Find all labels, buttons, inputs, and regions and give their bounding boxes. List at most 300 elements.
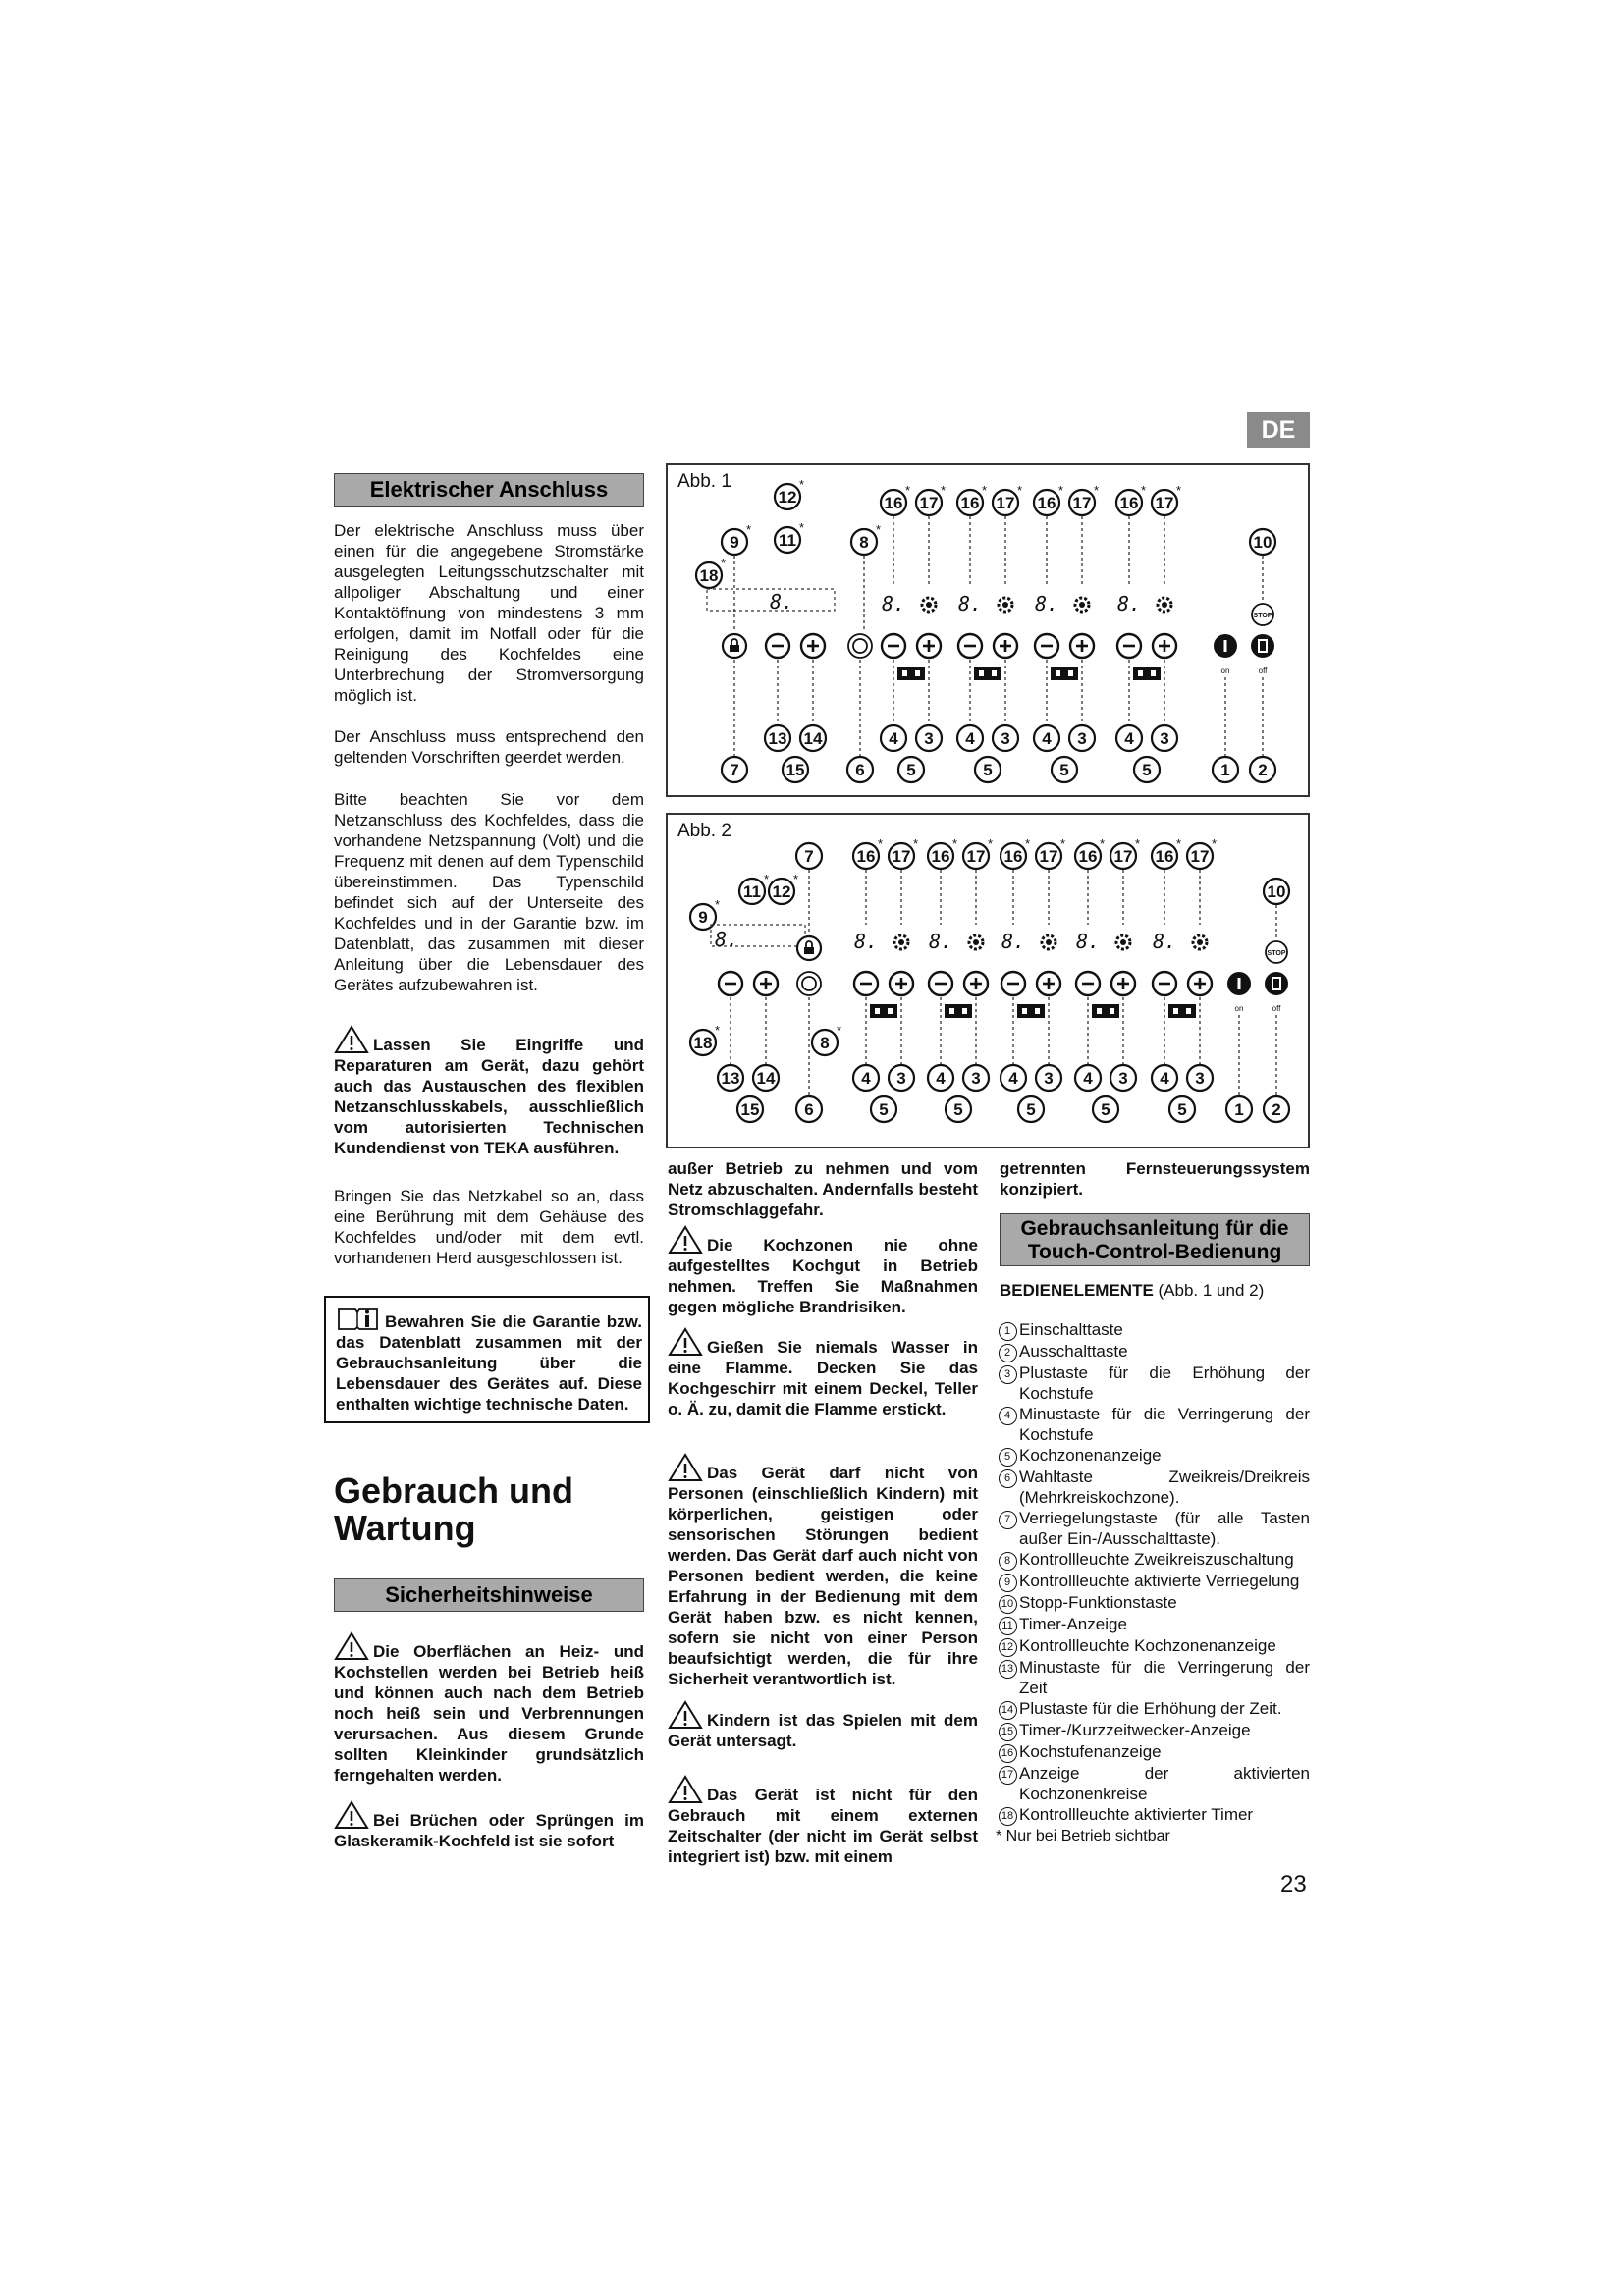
zone-dot (1110, 1008, 1114, 1014)
asterisk-mark: * (1141, 483, 1147, 498)
legend-item (996, 1804, 1310, 1826)
asterisk-mark: * (1025, 836, 1031, 851)
callout-label: 3 (1044, 1069, 1054, 1088)
asterisk-mark: * (913, 836, 919, 851)
callout-number (1169, 1096, 1195, 1122)
warning-text: Die Oberflächen an Heiz- und Kochstellen werden bei Betrieb heiß und können auch nach dem Betrieb noch heiß sein und Verbrennungen verursachen. Aus diesem Grunde sollten Kleinkinder grundsätzlich ferngehalten werden. (334, 1642, 644, 1785)
callout-number (690, 1023, 720, 1055)
callout-number (1093, 1096, 1118, 1122)
legend-item (996, 1741, 1310, 1763)
callout-number (1213, 757, 1238, 782)
seven-segment-display: 8. (882, 592, 906, 615)
zone-ring-core (1002, 602, 1008, 608)
heading-line: Gebrauchsanleitung für die (1020, 1217, 1289, 1240)
zone-dot (992, 670, 997, 676)
zone-dot (1056, 670, 1060, 676)
callout-label: 17 (1072, 494, 1092, 512)
callout-number (1250, 757, 1275, 782)
callout-label: 4 (1042, 729, 1052, 748)
zone-dot (1022, 1008, 1027, 1014)
callout-number (1001, 1065, 1026, 1091)
callout-number (796, 1096, 822, 1122)
seven-segment-display: 8. (1076, 930, 1101, 953)
zone-dot (979, 670, 984, 676)
warning-text: Kindern ist das Spielen mit dem Gerät untersagt. (668, 1711, 978, 1750)
dual-zone-button-icon (848, 634, 872, 658)
zone-dot (962, 1008, 967, 1014)
callout-number (928, 1065, 953, 1091)
paragraph: außer Betrieb zu nehmen und vom Netz abzuschalten. Andernfalls besteht Stromschlaggefahr. (668, 1159, 978, 1219)
legend-number (996, 1592, 1019, 1614)
legend-text: Minustaste für die Verringerung der Kochstufe (1019, 1405, 1310, 1444)
zone-dot (1173, 1008, 1178, 1014)
callout-number (1152, 836, 1181, 869)
legend-text: Timer-Anzeige (1019, 1615, 1127, 1633)
legend-item (996, 1404, 1310, 1445)
callout-label: 4 (936, 1069, 946, 1088)
legend-number-circle: 14 (999, 1701, 1017, 1720)
stop-label: STOP (1267, 950, 1286, 957)
callout-number (1069, 725, 1095, 751)
warning-triangle-icon (668, 1327, 703, 1357)
legend-number-circle: 8 (999, 1552, 1017, 1571)
callout-number (881, 483, 910, 515)
callout-number (775, 520, 804, 553)
zone-dot (1068, 670, 1073, 676)
legend-number (996, 1341, 1019, 1362)
asterisk-mark: * (1058, 483, 1064, 498)
asterisk-mark: * (1100, 836, 1106, 851)
legend-text: Kochstufenanzeige (1019, 1742, 1162, 1761)
legend-number (996, 1804, 1019, 1826)
callout-number (916, 483, 946, 515)
zone-indicator-icon (974, 667, 1001, 680)
zone-dot (1151, 670, 1156, 676)
zone-ring-core (1120, 939, 1126, 945)
legend-item (996, 1362, 1310, 1404)
callout-label: 17 (892, 847, 911, 866)
callout-label: 3 (971, 1069, 981, 1088)
asterisk-mark: * (1176, 836, 1182, 851)
callout-number (1034, 725, 1059, 751)
callout-label: 4 (1124, 729, 1134, 748)
note-text: Bewahren Sie die Garantie bzw. das Datenblatt zusammen mit der Gebrauchsanleitung über die Lebensdauer des Gerätes auf. Diese enthalten wichtige technische Daten. (336, 1312, 642, 1414)
warning-triangle-icon (334, 1631, 369, 1661)
figure-abb-2 (666, 813, 1310, 1148)
asterisk-mark: * (988, 836, 994, 851)
legend-number-circle: 10 (999, 1595, 1017, 1614)
legend-number-circle: 1 (999, 1322, 1017, 1341)
paragraph: Bitte beachten Sie vor dem Netzanschluss des Kochfeldes, dass die vorhandene Netzspannung (Volt) und die Frequenz mit denen auf dem Typenschild übereinstimmen. Das Typenschild befindet sich auf der Unterseite des Kochfeldes und in der Garantie bzw. im Datenblatt, das zusammen mit dieser Anleitung über die Lebensdauer des Gerätes aufzubewahren ist. (334, 790, 644, 994)
warning-triangle-icon (334, 1025, 369, 1054)
legend-text: Kontrollleuchte aktivierte Verriegelung (1019, 1572, 1300, 1590)
asterisk-mark: * (1212, 836, 1218, 851)
callout-number (718, 1065, 743, 1091)
callout-label: 16 (1155, 847, 1174, 866)
callout-number (1110, 1065, 1136, 1091)
warning-text: Das Gerät darf nicht von Personen (einschließlich Kindern) mit körperlichen, geistigen oder sensorischen Störungen bedient werden. Das Gerät darf auch nicht von Personen bedient werden, die keine Erfahrung in der Bedienung mit dem Gerät haben bzw. es nicht kennen, sofern sie nicht von einer Person beaufsichtigt werden, die für ihre Sicherheit verantwortlich ist. (668, 1464, 978, 1688)
callout-label: 4 (1008, 1069, 1018, 1088)
zone-dot (875, 1008, 880, 1014)
asterisk-mark: * (1135, 836, 1141, 851)
legend-item (996, 1571, 1310, 1592)
legend-number-circle: 12 (999, 1638, 1017, 1657)
dual-zone-button-icon (797, 972, 821, 995)
callout-label: 4 (889, 729, 898, 748)
callout-label: 5 (1026, 1100, 1036, 1119)
callout-number (1036, 1065, 1061, 1091)
seven-segment-display: 8. (929, 930, 953, 953)
callout-label: 1 (1220, 761, 1230, 779)
control-panel-diagram-1 (668, 465, 1308, 795)
callout-number (975, 757, 1001, 782)
zone-ring-core (973, 939, 979, 945)
figure-abb-1 (666, 463, 1310, 797)
legend-text: Ausschalttaste (1019, 1342, 1128, 1361)
warning-paragraph (668, 1453, 978, 1689)
callout-number (1187, 836, 1217, 869)
callout-label: 3 (1160, 729, 1169, 748)
callout-number (737, 1096, 763, 1122)
callout-number (916, 725, 942, 751)
callout-label: 16 (884, 494, 903, 512)
callout-label: 12 (772, 882, 791, 901)
callout-number (796, 843, 822, 869)
zone-indicator-icon (870, 1004, 897, 1018)
callout-number (769, 872, 798, 904)
callout-label: 8 (820, 1034, 830, 1052)
legend-number (996, 1508, 1019, 1549)
legend-item (996, 1508, 1310, 1549)
timer-display: 8. (715, 928, 739, 951)
zone-ring-core (1046, 939, 1052, 945)
callout-label: 3 (1001, 729, 1010, 748)
zone-ring-core (1197, 939, 1203, 945)
legend-text: Kontrollleuchte aktivierter Timer (1019, 1805, 1254, 1824)
callout-label: 14 (756, 1069, 776, 1088)
seven-segment-display: 8. (1001, 930, 1026, 953)
asterisk-mark: * (876, 522, 882, 537)
figure-label: Abb. 2 (677, 821, 731, 841)
callout-label: 2 (1272, 1100, 1281, 1119)
legend-number-circle: 18 (999, 1807, 1017, 1826)
zone-ring-core (1079, 602, 1085, 608)
seven-segment-display: 8. (1153, 930, 1177, 953)
section-title (334, 1472, 648, 1547)
callout-label: 7 (804, 847, 814, 866)
seven-segment-display: 8. (854, 930, 879, 953)
callout-label: 14 (803, 729, 823, 748)
warning-triangle-icon (334, 1800, 369, 1830)
legend-item (996, 1467, 1310, 1508)
legend-item (996, 1614, 1310, 1635)
legend-number-circle: 11 (999, 1617, 1017, 1635)
callout-label: 18 (693, 1034, 713, 1052)
legend-text: Anzeige der aktivierten Kochzonenkreise (1019, 1764, 1310, 1803)
legend-number-circle: 13 (999, 1660, 1017, 1679)
legend-text: Minustaste für die Verringerung der Zeit (1019, 1658, 1310, 1697)
legend-text: Plustaste für die Erhöhung der Zeit. (1019, 1699, 1282, 1718)
seven-segment-display: 8. (958, 592, 983, 615)
legend-item (996, 1319, 1310, 1341)
callout-number (1036, 836, 1065, 869)
callout-number (1134, 757, 1160, 782)
callout-number (722, 522, 751, 555)
warning-triangle-icon (668, 1775, 703, 1804)
asterisk-mark: * (905, 483, 911, 498)
legend-item (996, 1720, 1310, 1741)
callout-label: 10 (1253, 533, 1272, 552)
callout-number (928, 836, 957, 869)
seven-segment-display: 8. (1117, 592, 1142, 615)
asterisk-mark: * (837, 1023, 842, 1038)
warning-text: Lassen Sie Eingriffe und Reparaturen am Gerät, dazu gehört auch das Austauschen des flexiblen Netzanschlusskabels, ausschließlich vom autorisierten Technischen Kundendienst von TEKA ausführen. (334, 1036, 644, 1157)
callout-number (946, 1096, 971, 1122)
on-label: on (1220, 667, 1230, 675)
callout-label: 11 (743, 882, 761, 901)
warning-text: Gießen Sie niemals Wasser in eine Flamme. Decken Sie das Kochgeschirr mit einem Deckel, Teller o. Ä. zu, damit die Flamme erstickt. (668, 1338, 978, 1418)
callout-number (800, 725, 826, 751)
paragraph: Der Anschluss muss entsprechend den geltenden Vorschriften geerdet werden. (334, 727, 644, 767)
heading-line: Touch-Control-Bedienung (1027, 1241, 1282, 1263)
figure-label: Abb. 1 (677, 471, 731, 492)
legend-number-circle: 4 (999, 1407, 1017, 1425)
callout-label: 17 (996, 494, 1015, 512)
warning-paragraph (668, 1775, 978, 1867)
callout-number (1226, 1096, 1252, 1122)
legend-item (996, 1445, 1310, 1467)
legend-number (996, 1467, 1019, 1508)
legend-text: Plustaste für die Erhöhung der Kochstufe (1019, 1363, 1310, 1403)
asterisk-mark: * (715, 1023, 721, 1038)
legend-item (996, 1341, 1310, 1362)
zone-indicator-icon (897, 667, 925, 680)
callout-label: 7 (730, 761, 739, 779)
asterisk-mark: * (715, 897, 721, 912)
callout-label: 8 (859, 533, 869, 552)
subheading (1000, 1280, 1310, 1301)
callout-number (1075, 1065, 1101, 1091)
legend-number (996, 1362, 1019, 1404)
callout-number (993, 483, 1022, 515)
legend-number (996, 1635, 1019, 1657)
callout-label: 4 (1083, 1069, 1093, 1088)
callout-label: 5 (1177, 1100, 1187, 1119)
warning-triangle-icon (668, 1700, 703, 1730)
callout-label: 17 (919, 494, 939, 512)
info-note-box (324, 1296, 650, 1423)
callout-label: 3 (924, 729, 934, 748)
asterisk-mark: * (941, 483, 947, 498)
callout-label: 15 (785, 761, 805, 779)
callout-label: 11 (779, 531, 796, 550)
legend-number-circle: 16 (999, 1744, 1017, 1763)
callout-label: 5 (953, 1100, 963, 1119)
callout-label: 3 (896, 1069, 906, 1088)
zone-dot (915, 670, 920, 676)
callout-label: 17 (1190, 847, 1210, 866)
warning-paragraph (668, 1700, 978, 1751)
book-info-icon (336, 1306, 381, 1331)
callout-label: 16 (931, 847, 950, 866)
callout-number (812, 1023, 841, 1055)
zone-dot (1186, 1008, 1191, 1014)
asterisk-mark: * (799, 520, 805, 535)
warning-text: Bei Brüchen oder Sprüngen im Glaskeramik-Kochfeld ist sie sofort (334, 1811, 644, 1850)
off-button-icon (1251, 634, 1274, 658)
legend-number (996, 1549, 1019, 1571)
zone-indicator-icon (1092, 1004, 1119, 1018)
legend-number-circle: 2 (999, 1344, 1017, 1362)
legend-number-circle: 17 (999, 1766, 1017, 1785)
callout-number (871, 1096, 896, 1122)
legend-number (996, 1571, 1019, 1592)
section-title-line: Wartung (334, 1508, 476, 1548)
callout-number (963, 1065, 989, 1091)
callout-label: 6 (855, 761, 865, 779)
warning-paragraph (668, 1327, 978, 1419)
callout-number (847, 757, 873, 782)
callout-label: 5 (879, 1100, 889, 1119)
legend-number (996, 1657, 1019, 1698)
callout-number (889, 1065, 914, 1091)
callout-label: 5 (1101, 1100, 1110, 1119)
lock-body (804, 947, 814, 954)
legend-number (996, 1404, 1019, 1445)
callout-number (963, 836, 993, 869)
off-label: off (1258, 667, 1268, 675)
legend-list (996, 1319, 1310, 1846)
legend-item (996, 1549, 1310, 1571)
subheading-rest: (Abb. 1 und 2) (1153, 1281, 1265, 1300)
callout-number (783, 757, 808, 782)
asterisk-mark: * (746, 522, 752, 537)
callout-number (1152, 483, 1181, 515)
callout-label: 3 (1118, 1069, 1128, 1088)
callout-label: 10 (1267, 882, 1286, 901)
callout-label: 1 (1234, 1100, 1244, 1119)
callout-number (1250, 529, 1275, 555)
legend-number (996, 1445, 1019, 1467)
legend-text: Verriegelungstaste (für alle Tasten außer Ein-/Ausschalttaste). (1019, 1509, 1310, 1548)
zone-indicator-icon (1133, 667, 1161, 680)
callout-number (1152, 725, 1177, 751)
asterisk-mark: * (1176, 483, 1182, 498)
callout-number (851, 522, 881, 555)
warning-text: Die Kochzonen nie ohne aufgestelltes Kochgut in Betrieb nehmen. Treffen Sie Maßnahmen gegen mögliche Brandrisiken. (668, 1236, 978, 1316)
language-badge: DE (1247, 412, 1310, 448)
callout-label: 13 (721, 1069, 740, 1088)
callout-label: 5 (1142, 761, 1152, 779)
subheading-bold: BEDIENELEMENTE (1000, 1281, 1154, 1300)
legend-item (996, 1657, 1310, 1698)
warning-triangle-icon (668, 1225, 703, 1255)
legend-text: Wahltaste Zweikreis/Dreikreis (Mehrkreiskochzone). (1019, 1468, 1310, 1507)
callout-number (1018, 1096, 1044, 1122)
callout-label: 2 (1258, 761, 1268, 779)
legend-number-circle: 3 (999, 1365, 1017, 1384)
callout-label: 6 (804, 1100, 814, 1119)
callout-number (881, 725, 906, 751)
callout-number (993, 725, 1018, 751)
legend-text: Timer-/Kurzzeitwecker-Anzeige (1019, 1721, 1251, 1739)
callout-number (1264, 879, 1289, 904)
legend-text: Einschalttaste (1019, 1320, 1123, 1339)
paragraph: Bringen Sie das Netzkabel so an, dass eine Berührung mit dem Gehäuse des Kochfeldes und/oder mit dem evtl. vorhandenen Herd ausgeschlossen ist. (334, 1187, 644, 1267)
legend-item (996, 1592, 1310, 1614)
zone-dot (902, 670, 907, 676)
callout-number (696, 556, 726, 588)
callout-number (957, 483, 987, 515)
legend-number-circle: 6 (999, 1469, 1017, 1488)
zone-dot (1138, 670, 1143, 676)
callout-number (1034, 483, 1063, 515)
callout-number (765, 725, 790, 751)
callout-number (722, 757, 747, 782)
lock-body (730, 645, 739, 652)
zone-indicator-icon (1017, 1004, 1045, 1018)
zone-dot (888, 1008, 893, 1014)
control-panel-diagram-2 (668, 815, 1308, 1147)
callout-label: 17 (966, 847, 986, 866)
asterisk-mark: * (721, 556, 727, 570)
callout-label: 16 (960, 494, 980, 512)
callout-number (1187, 1065, 1213, 1091)
off-label: off (1272, 1004, 1281, 1013)
zone-ring-core (898, 939, 904, 945)
legend-number (996, 1614, 1019, 1635)
warning-paragraph (334, 1631, 644, 1786)
callout-label: 5 (1059, 761, 1069, 779)
callout-label: 5 (906, 761, 916, 779)
callout-number (1264, 1096, 1289, 1122)
callout-label: 4 (861, 1069, 871, 1088)
zone-indicator-icon (1051, 667, 1078, 680)
heading-sicherheitshinweise: Sicherheitshinweise (334, 1578, 644, 1612)
callout-number (1075, 836, 1105, 869)
legend-item (996, 1763, 1310, 1804)
section-title-line: Gebrauch und (334, 1470, 574, 1511)
asterisk-mark: * (952, 836, 958, 851)
warning-paragraph (668, 1225, 978, 1317)
paragraph: getrennten Fernsteuerungssystem konzipiert. (1000, 1159, 1310, 1199)
asterisk-mark: * (1060, 836, 1066, 851)
legend-number (996, 1720, 1019, 1741)
zone-indicator-icon (1168, 1004, 1196, 1018)
callout-label: 18 (699, 566, 719, 585)
callout-label: 17 (1113, 847, 1133, 866)
callout-label: 4 (1160, 1069, 1169, 1088)
callout-number (1001, 836, 1030, 869)
asterisk-mark: * (982, 483, 988, 498)
callout-label: 13 (768, 729, 787, 748)
footnote: * Nur bei Betrieb sichtbar (996, 1828, 1170, 1844)
warning-paragraph (334, 1800, 644, 1851)
legend-number-circle: 7 (999, 1511, 1017, 1529)
zone-dot (1097, 1008, 1102, 1014)
callout-number (853, 1065, 879, 1091)
callout-label: 5 (983, 761, 993, 779)
asterisk-mark: * (793, 872, 799, 886)
callout-label: 17 (1039, 847, 1058, 866)
callout-number (775, 477, 804, 509)
zone-indicator-icon (945, 1004, 972, 1018)
warning-triangle-icon (668, 1453, 703, 1482)
legend-number-circle: 5 (999, 1448, 1017, 1467)
zone-ring-core (926, 602, 932, 608)
zone-dot (949, 1008, 954, 1014)
callout-label: 4 (965, 729, 975, 748)
